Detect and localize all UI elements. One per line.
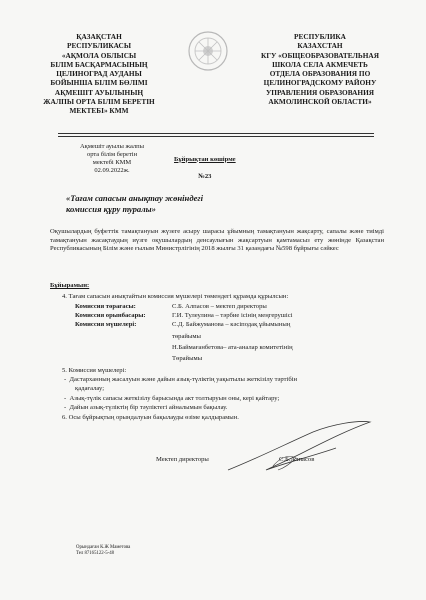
member-1a: С.Д. Байжуманова – кәсіподақ ұйымының (172, 321, 291, 328)
header-kz: ҚАЗАҚСТАН РЕСПУБЛИКАСЫ «АҚМОЛА ОБЛЫСЫ БІЛІМ БАСҚАРМАСЫНЫҢ ЦЕЛИНОГРАД АУДАНЫ БОЙЫНША БІЛІМ БӨЛІМІ АҚМЕШІТ АУЫЛЫНЫҢ ЖАЛПЫ ОРТА БІЛІМ БЕРЕТІН МЕКТЕБІ» КММ (43, 32, 155, 116)
order-label-text: Бұйрықтан көшірме (174, 155, 236, 163)
signature-title: Мектеп директоры (156, 456, 209, 463)
bullet-3 (64, 404, 227, 413)
bullet-1-cont: қадағалау; (75, 385, 105, 392)
item-6: 6. Осы бұйрықтың орындалуын бақылауды өзіме қалдырамын. (62, 414, 239, 421)
deputy-value: Г.И. Тулеулина – тәрбие ісінің меңгерушісі (172, 312, 293, 319)
chair-value: С.Б. Алпасов – мектеп директоры (172, 303, 267, 310)
signature-icon (218, 418, 378, 478)
chair-label: Комиссия төрағасы: (75, 303, 136, 310)
header-ru: РЕСПУБЛИКА КАЗАХСТАН КГУ «ОБЩЕОБРАЗОВАТЕЛЬНАЯ ШКОЛА СЕЛА АКМЕЧЕТЬ ОТДЕЛА ОБРАЗОВАНИЯ ПО ЦЕЛИНОГРАДСКОМУ РАЙОНУ УПРАВЛЕНИЯ ОБРАЗОВАНИЯ АКМОЛИНСКОЙ ОБЛАСТИ» (261, 32, 379, 107)
order-label (174, 147, 236, 190)
order-number: №23 (198, 172, 212, 180)
intro-paragraph: Оқушылардың буфеттік тамақтануын жүзеге асыру шарасы ұйымның тамақтануын жақсарту, сапалы және тиімді тамақтануын жасақтаудың иүзге оқушылардың денсаулығын жақсартуын қамтамасыз ету жөнінде Қазақстан Республикасының Білім және ғылым Министрлігінің 2018 жылғы 31 қазандағы №598 бұйрығы сәйкес (50, 228, 384, 253)
bullet-dot: - (64, 404, 70, 411)
signature-name: С.Б.Алпасов (279, 456, 315, 463)
order-heading: Бұйырамын: (50, 282, 90, 289)
deputy-label: Комиссия орынбасары: (75, 312, 146, 319)
header-divider-2 (58, 136, 374, 137)
bullet-dot: - (64, 376, 70, 383)
bullet-dot: - (64, 395, 70, 402)
document-title: «Тағам сапасын анықтау жөніндегі комиссия құру туралы» (66, 193, 203, 214)
member-2b: Төрайымы (172, 355, 203, 362)
item-4: 4. Тағам сапасын анықтайтын комиссия мүшелері төмендегі құрамда құрылсын: (62, 293, 289, 300)
member-2a: Н.Баймағанбетова– ата-аналар комитетінің (172, 344, 293, 351)
bullet-1 (64, 376, 297, 385)
bullet-1-text: Дастарханның жасалуын және дайын азық-түліктің уақытылы жеткізілу тәртібін (69, 376, 298, 383)
bullet-3-text: Дайын азық-түліктің бір тәуліктегі айналымын бақылау. (69, 404, 228, 411)
member-1b: төрайымы (172, 333, 201, 340)
item-5: 5. Комиссия мүшелері: (62, 367, 127, 374)
footer-contact: Орындаған К.Ж Маметова Тел 87165122-5-48 (76, 545, 131, 557)
header-divider (58, 133, 374, 134)
document-date: 02.09.2022ж. (94, 167, 130, 174)
bullet-2 (64, 395, 279, 404)
bullet-2-text: Азық-түлік сапасы жеткізілу барысында акт толтыруын оны, кері қайтару; (69, 395, 280, 402)
emblem-icon (187, 30, 229, 72)
school-name: Ақмешіт ауылы жалпы орта білім беретін мектебі КММ (79, 143, 145, 166)
members-label: Комиссия мүшелері: (75, 321, 137, 328)
